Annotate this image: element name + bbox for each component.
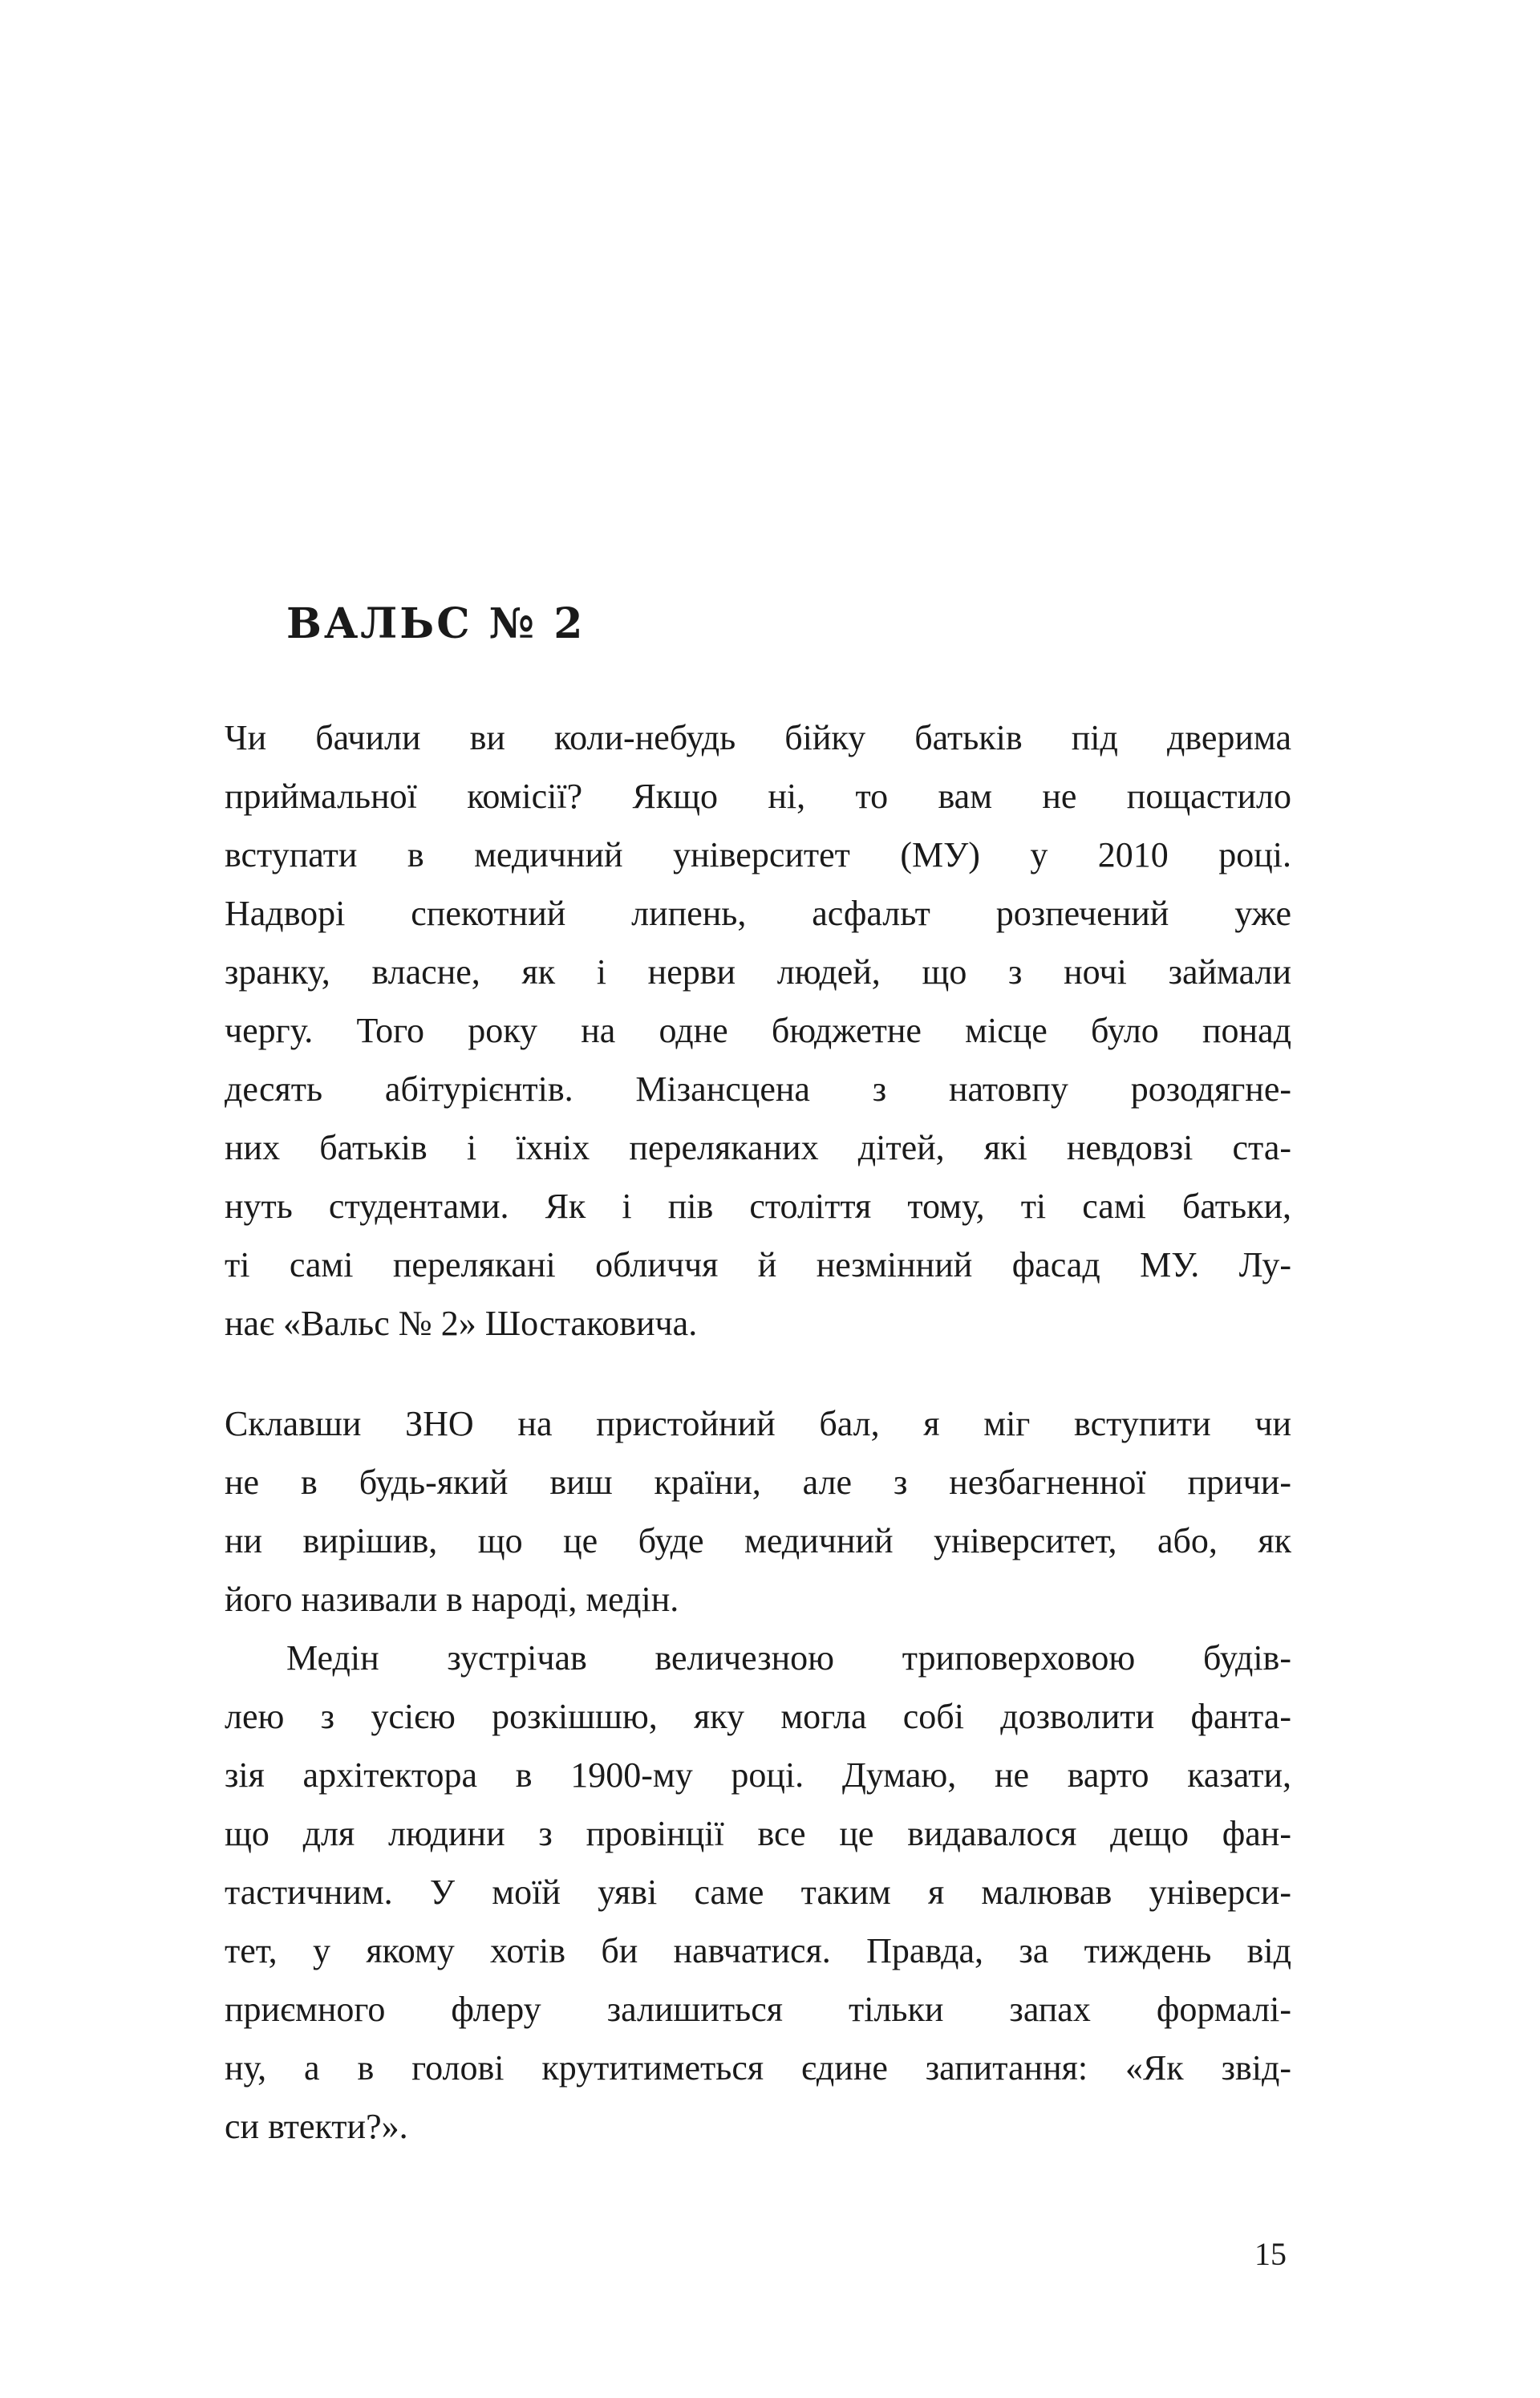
- text-line: десять абітурієнтів. Мізансцена з натовпу розодягне-: [225, 1069, 1291, 1109]
- text-line: нає «Вальс № 2» Шостаковича.: [225, 1304, 698, 1343]
- text-line: ті самі перелякані обличчя й незмінний фасад МУ. Лу-: [225, 1245, 1291, 1284]
- text-line: вступати в медичний університет (МУ) у 2010 році.: [225, 835, 1291, 874]
- chapter-title: ВАЛЬС № 2: [286, 599, 586, 648]
- text-line: приємного флеру залишиться тільки запах формалі-: [225, 1990, 1291, 2029]
- text-line: чергу. Того року на одне бюджетне місце було понад: [225, 1011, 1291, 1050]
- text-line: Медін зустрічав величезною триповерховою будів-: [286, 1638, 1291, 1678]
- text-line: його називали в народі, медін.: [225, 1580, 679, 1619]
- text-line: ни вирішив, що це буде медичний університет, або, як: [225, 1521, 1291, 1560]
- text-line: Склавши ЗНО на пристойний бал, я міг вступити чи: [225, 1404, 1291, 1443]
- text-line: них батьків і їхніх переляканих дітей, які невдовзі ста-: [225, 1128, 1291, 1167]
- text-line: тастичним. У моїй уяві саме таким я малював універси-: [225, 1873, 1291, 1912]
- text-line: що для людини з провінції все це видавалося дещо фан-: [225, 1814, 1291, 1853]
- text-line: не в будь-який виш країни, але з незбагненної причи-: [225, 1463, 1291, 1502]
- text-line: зія архітектора в 1900-му році. Думаю, не варто казати,: [225, 1755, 1291, 1795]
- text-line: Надворі спекотний липень, асфальт розпечений уже: [225, 894, 1291, 933]
- text-line: си втекти?».: [225, 2107, 408, 2146]
- text-line: Чи бачили ви коли-небудь бійку батьків під дверима: [225, 718, 1291, 757]
- page-number: 15: [1254, 2236, 1287, 2272]
- text-line: тет, у якому хотів би навчатися. Правда, за тиждень від: [225, 1931, 1291, 1970]
- text-line: нуть студентами. Як і пів століття тому, ті самі батьки,: [225, 1187, 1291, 1226]
- text-line: лею з усією розкішшю, яку могла собі дозволити фанта-: [225, 1697, 1291, 1736]
- text-line: зранку, власне, як і нерви людей, що з ночі займали: [225, 952, 1291, 992]
- text-line: ну, а в голові крутитиметься єдине запитання: «Як звід-: [225, 2048, 1291, 2088]
- text-line: приймальної комісії? Якщо ні, то вам не пощастило: [225, 777, 1291, 816]
